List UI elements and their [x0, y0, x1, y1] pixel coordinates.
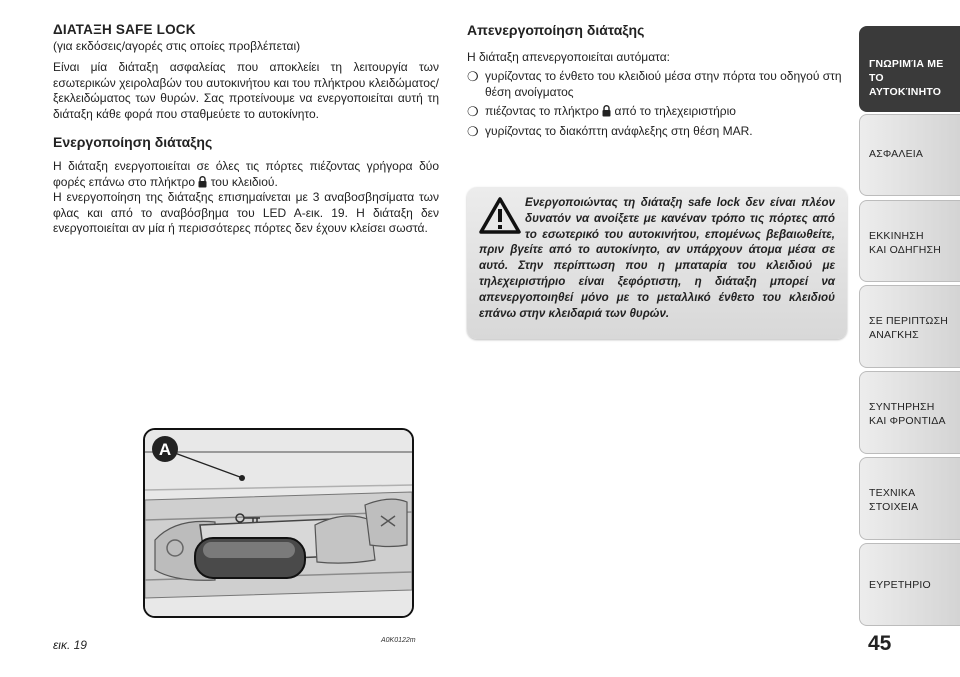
tab-index[interactable]: ΕΥΡΕΤΗΡΙΟ	[859, 543, 960, 626]
list-item: ❍ γυρίζοντας το ένθετο του κλειδιού μέσα στην πόρτα του οδηγού στη θέση ανοίγματος	[467, 69, 842, 99]
callout-label: A	[158, 440, 172, 459]
warning-box	[467, 187, 847, 339]
tab-maintenance[interactable]: ΣΥΝΤΗΡΗΣΗ ΚΑΙ ΦΡΟΝΤΙΔΑ	[859, 371, 960, 454]
tab-technical-data[interactable]: ΤΕΧΝΙΚΑ ΣΤΟΙΧΕΙΑ	[859, 457, 960, 540]
activation-heading: Ενεργοποίηση διάταξης	[53, 134, 213, 150]
warning-text: Ενεργοποιώντας τη διάταξη safe lock δεν είναι πλέον δυνατόν να ανοίξετε με κανέναν τρόπο τις πόρτες από το εσωτερικό του αυτοκινήτου, επομένως βεβαιωθείτε, πριν βγείτε από το αυτοκίνητο, αν υπάρχουν άτομα μέσα σε αυτό. Στην περίπτωση που η μπαταρία του κλειδιού με τηλεχειριστήριο είναι ξεφόρτιστη, η διάταξη μπορεί να απενεργοποιηθεί μόνο με το μεταλλικό ένθετο του κλειδιού επάνω στην κλειδαριά των θυρών.	[479, 196, 835, 320]
deactivation-list	[467, 69, 849, 139]
door-handle-figure	[143, 428, 414, 618]
tab-safety[interactable]: ΑΣΦΑΛΕΙΑ	[859, 114, 960, 196]
activation-paragraph	[53, 159, 439, 190]
list-item: ❍ πιέζοντας το πλήκτρο από το τηλεχειριστήριο	[467, 104, 736, 119]
bullet-icon: ❍	[467, 69, 479, 84]
bullet-icon: ❍	[467, 123, 479, 139]
list-item: ❍ γυρίζοντας το διακόπτη ανάφλεξης στη θέση MAR.	[467, 123, 753, 139]
section-title: ΔΙΑΤΑΞΗ SAFE LOCK	[53, 22, 196, 37]
deactivation-heading: Απενεργοποίηση διάταξης	[467, 22, 645, 38]
lock-icon	[198, 176, 207, 188]
figure-caption: εικ. 19	[53, 638, 87, 652]
left-column	[53, 22, 439, 237]
door-handle-illustration	[145, 430, 412, 616]
activation-text-b: του κλειδιού.	[210, 174, 278, 189]
figure-code: A0K0122m	[381, 637, 416, 644]
bullet-icon: ❍	[467, 104, 479, 119]
led-paragraph: Η ενεργοποίηση της διάταξης επισημαίνεται με 3 αναβοσβησίματα των φλας και από το αναβόσβημα του LED A-εικ. 19. Η διάταξη δεν ενεργοποιείται αν μία ή περισσότερες πόρτες δεν έχουν κλείσει σωστά.	[53, 190, 439, 235]
lock-icon	[602, 105, 611, 117]
deactivation-intro: Η διάταξη απενεργοποιείται αυτόματα:	[467, 50, 670, 64]
page-number: 45	[868, 632, 892, 655]
middle-column	[467, 22, 849, 143]
section-subtitle: (για εκδόσεις/αγορές στις οποίες προβλέπεται)	[53, 39, 301, 53]
activation-text-a: Η διάταξη ενεργοποιείται σε όλες τις πόρτες πιέζοντας γρήγορα δύο φορές επάνω στο πλήκτρο	[53, 159, 439, 189]
tab-starting-driving[interactable]: ΕΚΚΙΝΗΣΗ ΚΑΙ ΟΔΗΓΗΣΗ	[859, 200, 960, 282]
tab-getting-to-know[interactable]: ΓΝΩΡΙΜΊΑ ΜΕ ΤΟ ΑΥΤΟΚΊΝΗΤΟ	[859, 26, 960, 112]
intro-paragraph: Είναι μία διάταξη ασφαλείας που αποκλείει τη λειτουργία των εσωτερικών χειρολαβών του αυτοκινήτου και του πλήκτρου κλειδώματος/ξεκλειδώματος των θυρών. Σας προτείνουμε να ενεργοποιείται αυτή τη διάταξη κάθε φορά που σταθμεύετε το αυτοκίνητο.	[53, 60, 439, 121]
tab-emergency[interactable]: ΣΕ ΠΕΡΙΠΤΩΣΗ ΑΝΑΓΚΗΣ	[859, 285, 960, 368]
